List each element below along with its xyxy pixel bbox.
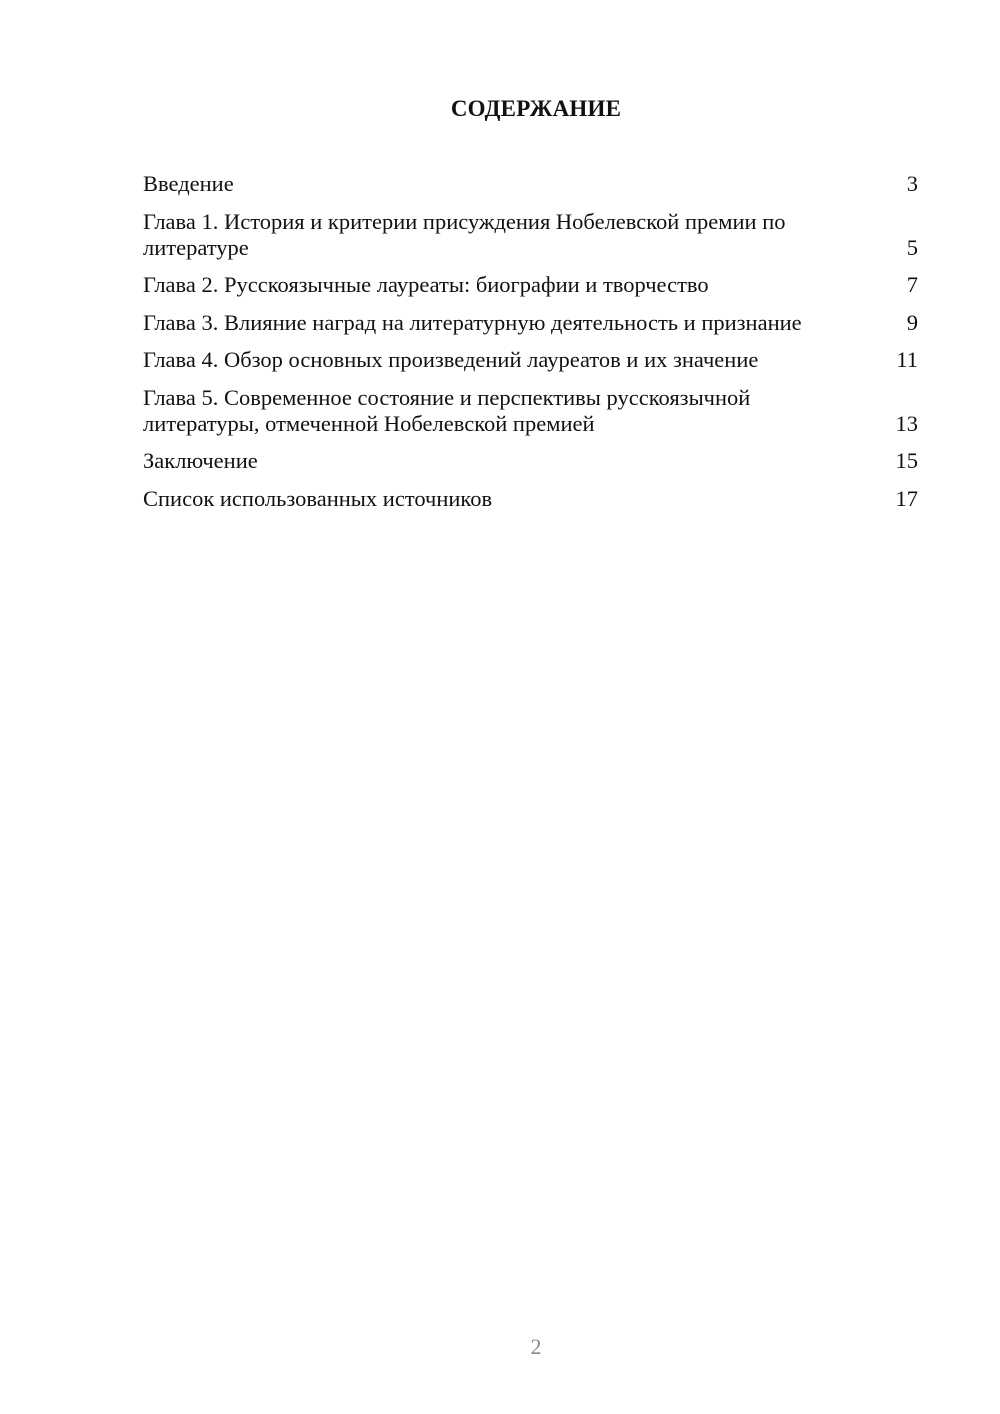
table-of-contents [143, 171, 918, 523]
toc-entry-page: 5 [906, 234, 918, 260]
toc-entry-page: 13 [895, 410, 918, 436]
toc-entry-page: 3 [906, 171, 918, 196]
toc-entry-chapter-5 [143, 385, 918, 437]
toc-entry-chapter-4 [143, 347, 918, 373]
toc-entry-text: Список использованных источников [143, 485, 493, 511]
toc-entry-chapter-1 [143, 209, 918, 261]
toc-entry-chapter-2 [143, 272, 918, 298]
toc-entry-introduction [143, 171, 918, 197]
toc-entry-chapter-3 [143, 310, 918, 336]
toc-entry-page: 15 [895, 448, 918, 473]
toc-entry-page: 7 [906, 272, 918, 297]
toc-entry-references [143, 486, 918, 512]
toc-entry-text: Глава 2. Русскоязычные лауреаты: биографии и творчество [143, 272, 709, 297]
toc-entry-text: Введение [143, 171, 234, 196]
page-title: СОДЕРЖАНИЕ [450, 96, 622, 121]
toc-entry-text: Глава 4. Обзор основных произведений лауреатов и их значение [143, 347, 759, 372]
toc-entry-text: Заключение [143, 448, 258, 473]
toc-entry-page: 17 [895, 485, 918, 511]
toc-entry-text: Глава 5. Современное состояние и перспективы русскоязычной литературы, отмеченной Нобелевской премией [143, 384, 751, 436]
page-number: 2 [530, 1334, 542, 1359]
toc-entry-text: Глава 3. Влияние наград на литературную деятельность и признание [143, 309, 802, 335]
toc-entry-conclusion [143, 448, 918, 474]
toc-entry-text: Глава 1. История и критерии присуждения Нобелевской премии по литературе [143, 208, 786, 260]
toc-entry-page: 11 [896, 347, 918, 372]
toc-entry-page: 9 [906, 309, 918, 335]
